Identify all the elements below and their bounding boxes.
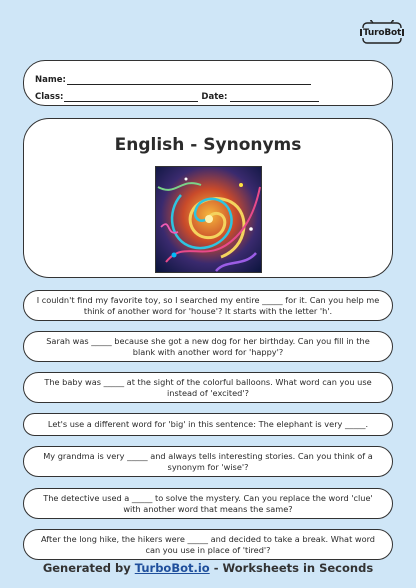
date-label: Date: [201, 92, 228, 102]
question-card-6 [23, 488, 393, 519]
footer-suffix: - Worksheets in Seconds [213, 561, 374, 575]
abstract-swirl-artwork [155, 166, 262, 273]
name-label: Name: [35, 75, 66, 85]
footer-brand-link[interactable]: TurboBot.io [134, 561, 210, 575]
question-text: The detective used a _____ to solve the mystery. Can you replace the word 'clue' with another word that means the same? [43, 492, 373, 514]
question-text: Let's use a different word for 'big' in this sentence: The elephant is very _____. [47, 419, 369, 429]
class-line[interactable] [64, 93, 198, 102]
date-line[interactable] [230, 93, 319, 102]
name-row [35, 70, 378, 85]
footer-prefix: Generated by [42, 561, 131, 575]
class-date-row [35, 87, 378, 102]
question-card-7 [23, 529, 393, 560]
footer [0, 561, 416, 575]
class-label: Class: [35, 92, 64, 102]
worksheet-title: English - Synonyms [114, 135, 302, 155]
question-text: Sarah was _____ because she got a new dog for her birthday. Can you fill in the blank with another word for 'happy'? [46, 335, 370, 357]
question-text: After the long hike, the hikers were _____ and decided to take a break. What word can you use in place of 'tired'? [40, 533, 376, 555]
question-card-2 [23, 331, 393, 362]
logo-text: TuroBot [362, 28, 402, 38]
question-text: I couldn't find my favorite toy, so I searched my entire _____ for it. Can you help me think of another word for 'house'? It starts with the letter 'h'. [36, 294, 380, 316]
question-card-4 [23, 413, 393, 436]
student-info-card [23, 60, 393, 106]
question-card-5 [23, 446, 393, 477]
question-card-3 [23, 372, 393, 403]
name-line[interactable] [67, 76, 311, 85]
title-card [23, 118, 393, 278]
question-text: My grandma is very _____ and always tells interesting stories. Can you think of a synonym for 'wise'? [43, 450, 373, 472]
turobot-logo [360, 20, 404, 46]
question-text: The baby was _____ at the sight of the colorful balloons. What word can you use instead of 'excited'? [44, 376, 372, 398]
question-card-1 [23, 290, 393, 321]
